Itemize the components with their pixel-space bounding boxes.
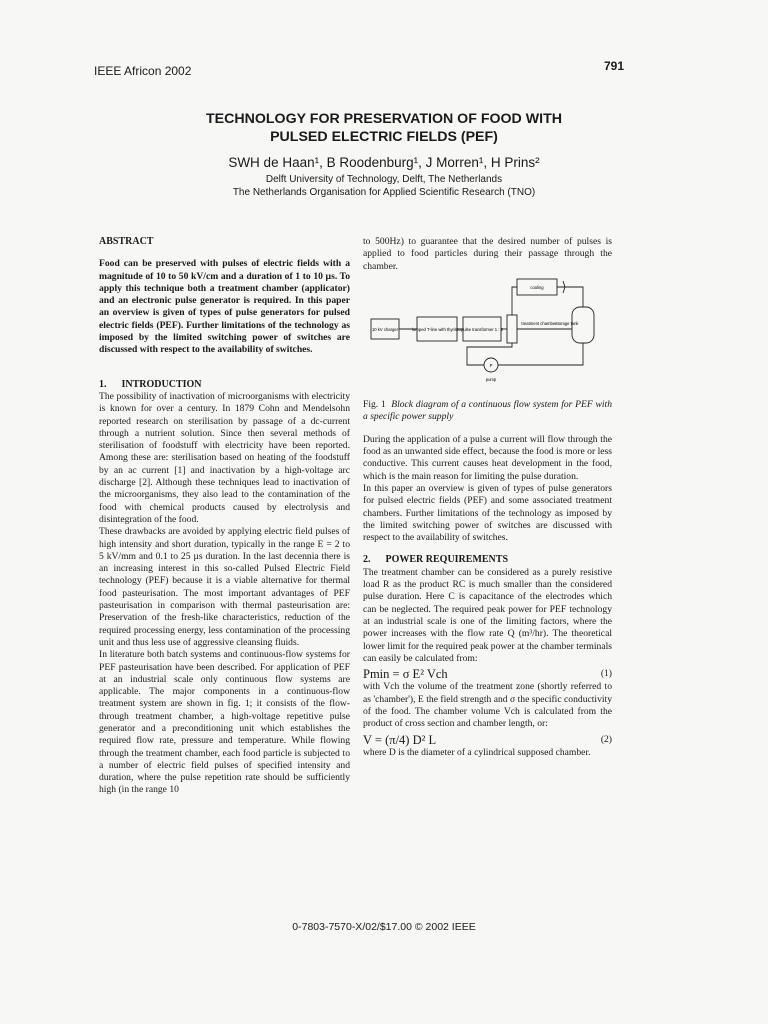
equation-1 [363,668,612,680]
equation-2-body: V = (π/4) D² L [363,732,437,747]
section-2-heading: 2. POWER REQUIREMENTS [363,554,509,566]
abstract-text: Food can be preserved with pulses of electric fields with a magnitude of 10 to 50 kV/cm and a duration of 1 to 10 µs. To apply this technique both a treatment chamber (applicator) and an electronic pulse generator is required. In this paper an overview is given of types of pulse generators for pulsed electric fields (PEF). Further limitations of the technology as imposed by the limited switching power of switches are discussed with respect to the availability of switches. [99,258,350,356]
intro-paragraph-2: These drawbacks are avoided by applying electric field pulses of high intensity and short duration, typically in the range E = 2 to 5 kV/mm and 0.1 to 25 µs duration. In the last decennia there is an increasing interest in this so-called Pulsed Electric Field technology (PEF) because it is a viable alternative for thermal food pasteurisation. The most important advantages of PEF pasteurisation in comparison with thermal pasteurisation are: Preservation of the fresh-like characteristics, reduction of the required processing energy, less contamination of the processing unit and thus less use of aggressive cleansing fluids. [99,526,350,648]
pfn-label: lumped T-line with thyristor [412,326,462,332]
power-paragraph-1: The treatment chamber can be considered as a purely resistive load R as the product RC is much smaller than the considered pulse duration. Here C is capacitance of the electrodes which can be neglected. The required peak power for PEF technology at an industrial scale is one of the limiting factors, where the power increases with the flow rate Q (m³/hr). The theoretical lower limit for the required peak power at the chamber terminals can easily be calculated from: [363,566,612,664]
title-line-2: PULSED ELECTRIC FIELDS (PEF) [270,129,498,145]
right-column [363,236,612,759]
affiliation-1: Delft University of Technology, Delft, The Netherlands [265,174,503,185]
power-paragraph-3: where D is the diameter of a cylindrical supposed chamber. [363,746,591,758]
copyright-footer: 0-7803-7570-X/02/$17.00 © 2002 IEEE [292,921,476,933]
authors: SWH de Haan¹, B Roodenburg¹, J Morren¹, H Prins² [228,155,540,170]
equation-1-body: Pmin = σ E² Vch [363,667,448,682]
right-paragraph-3: In this paper an overview is given of types of pulse generators for pulsed electric fields (PEF) and some associated treatment chambers. Further limitations of the technology as imposed by the limited switching power of switches are discussed with respect to the availability of switches. [363,482,612,544]
power-paragraph-2: with Vch the volume of the treatment zone (shortly referred to as 'chamber'), E the field strength and σ the specific conductivity of the food. The chamber volume Vch is calculated from the product of cross section and chamber length, or: [363,681,612,730]
pump-symbol: P [489,362,493,368]
charger-label: 10 kV charger [371,326,399,332]
equation-2 [363,734,612,746]
figure-1-block-diagram [367,277,607,387]
affiliation-2: The Netherlands Organisation for Applied Scientific Research (TNO) [232,187,536,198]
abstract-heading: ABSTRACT [99,236,154,247]
chamber-label: treatment chamber [521,320,557,326]
caption-text: Block diagram of a continuous flow system for PEF with a specific power supply [363,399,612,423]
conference-name: IEEE Africon 2002 [94,64,192,78]
right-paragraph-1: to 500Hz) to guarantee that the desired number of pulses is applied to food particles during their passage through the chamber. [363,236,612,272]
right-paragraph-2: During the application of a pulse a current will flow through the food as an unwanted side effect, because the food is more or less conductive. This current causes heat development in the food, which is the main reason for limiting the pulse duration. [363,433,612,482]
affiliations [100,173,668,199]
tank-label: storage tank [555,320,579,326]
pump-label: pump [485,376,497,382]
treatment-chamber-block [507,315,517,343]
figure-1-caption [363,399,612,424]
left-column [99,236,350,797]
title-line-1: TECHNOLOGY FOR PRESERVATION OF FOOD WITH [205,111,562,127]
section-1-heading: 1. INTRODUCTION [99,378,202,390]
transformer-label: pulse transformer 1 : 2 [461,326,503,332]
paper-title [100,110,668,146]
equation-1-number: (1) [600,668,612,680]
equation-2-number: (2) [600,733,612,745]
intro-paragraph-3: In literature both batch systems and continuous-flow systems for PEF pasteurisation have been described. For application of PEF at an industrial scale only continuous flow systems are applicable. The major components in a continuous-flow treatment system are shown in fig. 1; it consists of the flow-through treatment chamber, a high-voltage repetitive pulse generator and a preconditioning unit which establishes the required flow rate, pressure and temperature. While flowing through the treatment chamber, each food particle is subjected to a number of electric field pulses of specified intensity and duration, where the pulse repetition rate should be sufficiently high (in the range 10 [99,649,350,796]
page-number: 791 [604,59,625,73]
intro-paragraph-1: The possibility of inactivation of microorganisms with electricity is known for over a century. In 1879 Cohn and Mendelsohn reported research on sterilisation by passage of a dc-current through a nutrient solution. Since then several methods of sterilisation of foodstuff with electricity have been reported. Among these are: sterilisation based on heating of the foodstuff by an ac current [1] and inactivation by a high-voltage arc discharge [2]. Although these techniques lead to inactivation of the microorganisms, they also lead to the contamination of the food with chemical products caused by electrolysis and disintegration of the food. [99,390,350,525]
caption-prefix: Fig. 1 [363,399,392,411]
cooling-label: cooling [530,284,544,290]
